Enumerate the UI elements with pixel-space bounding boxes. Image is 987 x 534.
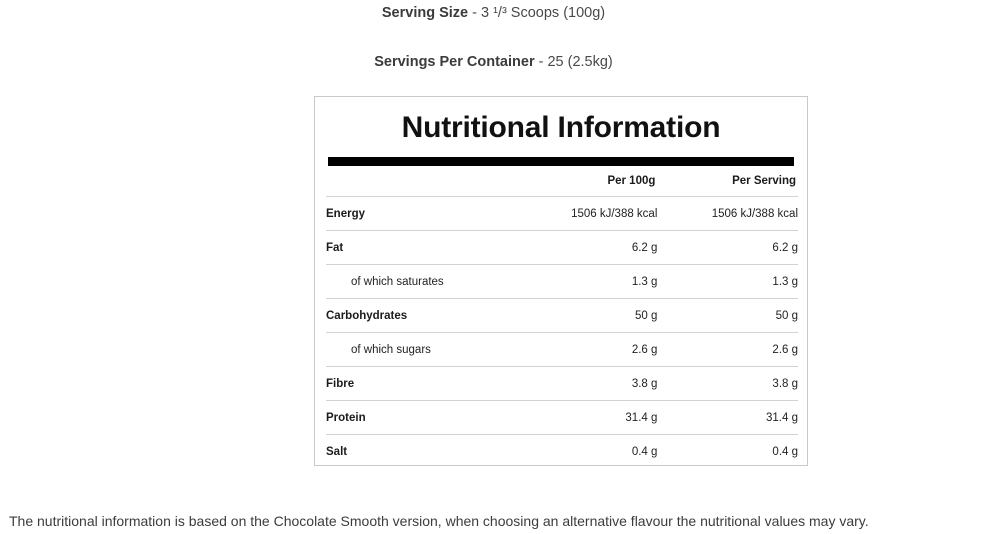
row-value-salt-per-100g: 0.4 g (518, 435, 658, 469)
nutrition-table (326, 166, 798, 468)
row-value-fat-per-100g: 6.2 g (518, 231, 658, 265)
row-value-carbohydrates-per-100g: 50 g (518, 299, 658, 333)
row-value-salt-per-serving: 0.4 g (657, 435, 798, 469)
servings-per-container-label: Servings Per Container (374, 54, 535, 70)
table-row (326, 435, 798, 469)
table-row (326, 367, 798, 401)
column-header-per-100g: Per 100g (607, 175, 656, 187)
table-row (326, 299, 798, 333)
row-value-energy-per-serving: 1506 kJ/388 kcal (657, 197, 798, 231)
row-value-fat-per-serving: 6.2 g (657, 231, 798, 265)
row-label-energy: Energy (326, 197, 518, 231)
row-value-energy-per-100g: 1506 kJ/388 kcal (518, 197, 658, 231)
table-row (326, 333, 798, 367)
table-row (326, 265, 798, 299)
row-label-carbohydrates: Carbohydrates (326, 299, 518, 333)
row-value-sugars-per-serving: 2.6 g (657, 333, 798, 367)
row-value-fibre-per-serving: 3.8 g (657, 367, 798, 401)
nutrition-table-body (326, 197, 798, 469)
row-value-saturates-per-serving: 1.3 g (657, 265, 798, 299)
row-label-fat: Fat (326, 231, 518, 265)
row-value-protein-per-serving: 31.4 g (657, 401, 798, 435)
row-label-sugars: of which sugars (326, 333, 518, 367)
serving-size-label: Serving Size (381, 5, 469, 21)
row-label-fibre: Fibre (326, 367, 518, 401)
footnote-text: The nutritional information is based on the Chocolate Smooth version, when choosing an alternative flavour the nutritional values may vary. (9, 513, 869, 529)
table-row (326, 231, 798, 265)
servings-per-container-value: - 25 (2.5kg) (534, 54, 613, 70)
serving-size-value: - 3 ¹/³ Scoops (100g) (468, 5, 606, 21)
servings-per-container-line (0, 54, 987, 71)
nutrition-panel (314, 96, 808, 466)
row-value-fibre-per-100g: 3.8 g (518, 367, 658, 401)
row-label-saturates: of which saturates (326, 265, 518, 299)
row-value-sugars-per-100g: 2.6 g (518, 333, 658, 367)
row-label-protein: Protein (326, 401, 518, 435)
row-value-protein-per-100g: 31.4 g (518, 401, 658, 435)
serving-size-line (0, 5, 987, 22)
table-header-row (326, 166, 798, 197)
row-value-saturates-per-100g: 1.3 g (518, 265, 658, 299)
panel-title: Nutritional Information (401, 111, 721, 144)
table-row (326, 197, 798, 231)
row-value-carbohydrates-per-serving: 50 g (657, 299, 798, 333)
column-header-per-serving: Per Serving (732, 175, 796, 187)
column-header-nutrient (326, 166, 518, 197)
thick-rule-divider (328, 157, 794, 166)
nutrition-table-head (326, 166, 798, 197)
row-label-salt: Salt (326, 435, 518, 469)
table-row (326, 401, 798, 435)
